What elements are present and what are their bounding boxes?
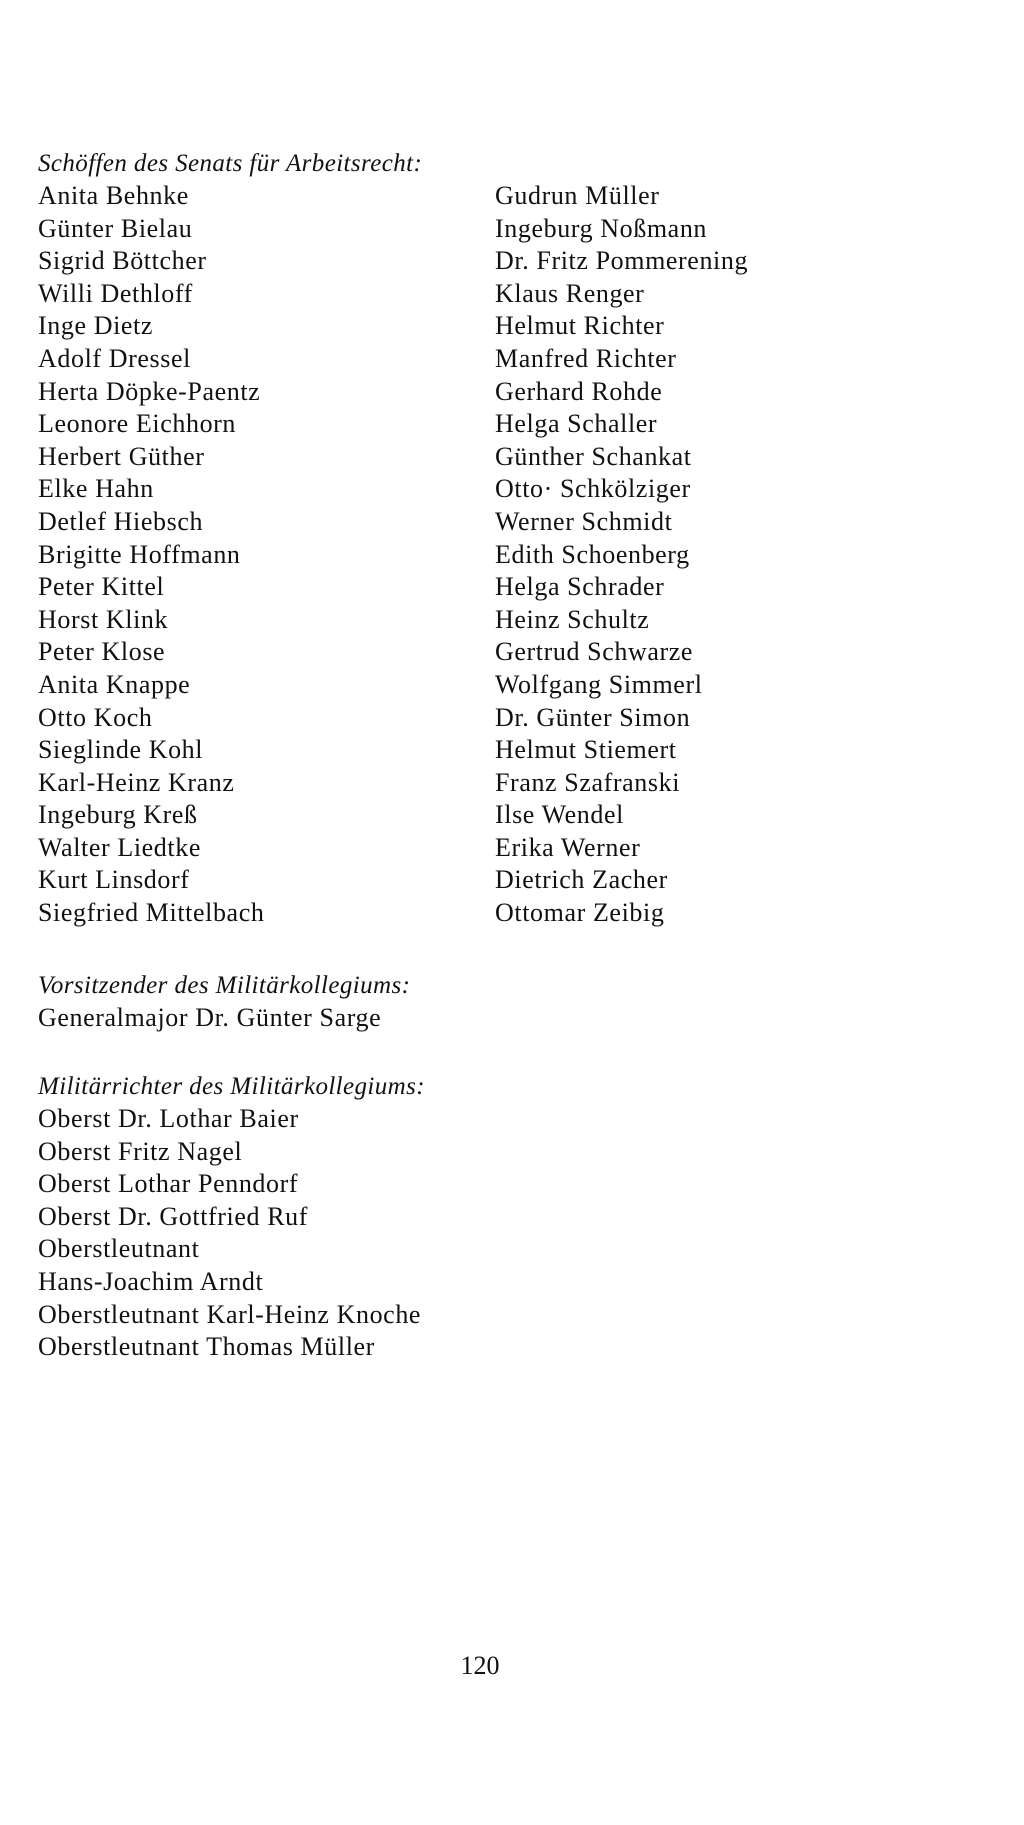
list-item: Willi Dethloff <box>38 278 193 308</box>
list-item: Helga Schrader <box>495 572 665 602</box>
list-item: Gudrun Müller <box>495 181 660 210</box>
list-item: Gerhard Rohde <box>495 376 663 406</box>
list-item: Ottomar Zeibig <box>495 898 665 928</box>
list-item: Manfred Richter <box>495 343 677 373</box>
labor-senate-heading: Schöffen des Senats für Arbeitsrecht: <box>38 150 423 177</box>
list-item: Otto Koch <box>38 702 153 732</box>
list-item: Ingeburg Kreß <box>38 800 198 830</box>
list-item: Helmut Richter <box>495 311 665 341</box>
list-item: Anita Knappe <box>38 669 191 699</box>
labor-senate-left-column <box>38 180 264 930</box>
list-item: Oberstleutnant Karl-Heinz Knoche <box>38 1299 422 1329</box>
list-item: Dietrich Zacher <box>495 865 668 895</box>
list-item: Anita Behnke <box>38 181 189 210</box>
list-item: Edith Schoenberg <box>495 539 690 569</box>
list-item: Oberst Lothar Penndorf <box>38 1169 299 1199</box>
list-item: Otto· Schkölziger <box>495 474 691 504</box>
list-item: Sigrid Böttcher <box>38 246 207 276</box>
list-item: Erika Werner <box>495 832 641 862</box>
list-item: Horst Klink <box>38 604 169 634</box>
list-item: Elke Hahn <box>38 474 154 504</box>
list-item: Dr. Fritz Pommerening <box>495 246 749 276</box>
list-item: Helga Schaller <box>495 409 658 439</box>
list-item: Dr. Günter Simon <box>495 702 691 732</box>
list-item: Walter Liedtke <box>38 832 201 862</box>
list-item: Gertrud Schwarze <box>495 637 694 667</box>
list-item: Werner Schmidt <box>495 506 673 536</box>
list-item: Kurt Linsdorf <box>38 865 190 895</box>
list-item: Franz Szafranski <box>495 767 681 797</box>
list-item: Peter Klose <box>38 637 166 667</box>
list-item: Oberst Fritz Nagel <box>38 1136 243 1166</box>
list-item: Hans-Joachim Arndt <box>38 1266 264 1296</box>
list-item: Heinz Schultz <box>495 604 650 634</box>
labor-senate-right-column <box>495 180 748 930</box>
military-chair-list <box>38 1002 381 1035</box>
list-item: Wolfgang Simmerl <box>495 669 703 699</box>
list-item: Adolf Dressel <box>38 343 191 373</box>
list-item: Leonore Eichhorn <box>38 409 237 439</box>
list-item: Siegfried Mittelbach <box>38 898 265 928</box>
list-item: Karl-Heinz Kranz <box>38 767 235 797</box>
list-item: Herta Döpke-Paentz <box>38 376 261 406</box>
list-item: Helmut Stiemert <box>495 735 677 765</box>
list-item: Detlef Hiebsch <box>38 506 204 536</box>
military-chair-heading: Vorsitzender des Militärkollegiums: <box>38 972 411 999</box>
military-judges-heading: Militärrichter des Militärkollegiums: <box>38 1073 425 1100</box>
list-item: Klaus Renger <box>495 278 645 308</box>
list-item: Sieglinde Kohl <box>38 735 204 765</box>
list-item: Ingeburg Noßmann <box>495 213 708 243</box>
page-number: 120 <box>460 1651 500 1680</box>
list-item: Inge Dietz <box>38 311 154 341</box>
list-item: Oberst Dr. Lothar Baier <box>38 1104 299 1133</box>
list-item: Oberst Dr. Gottfried Ruf <box>38 1201 309 1231</box>
list-item: Oberstleutnant <box>38 1234 200 1264</box>
list-item: Günter Bielau <box>38 213 193 243</box>
list-item: Generalmajor Dr. Günter Sarge <box>38 1003 382 1032</box>
list-item: Herbert Güther <box>38 441 205 471</box>
list-item: Ilse Wendel <box>495 800 624 830</box>
list-item: Günther Schankat <box>495 441 692 471</box>
list-item: Oberstleutnant Thomas Müller <box>38 1332 375 1362</box>
list-item: Peter Kittel <box>38 572 165 602</box>
military-judges-list <box>38 1103 421 1364</box>
list-item: Brigitte Hoffmann <box>38 539 241 569</box>
